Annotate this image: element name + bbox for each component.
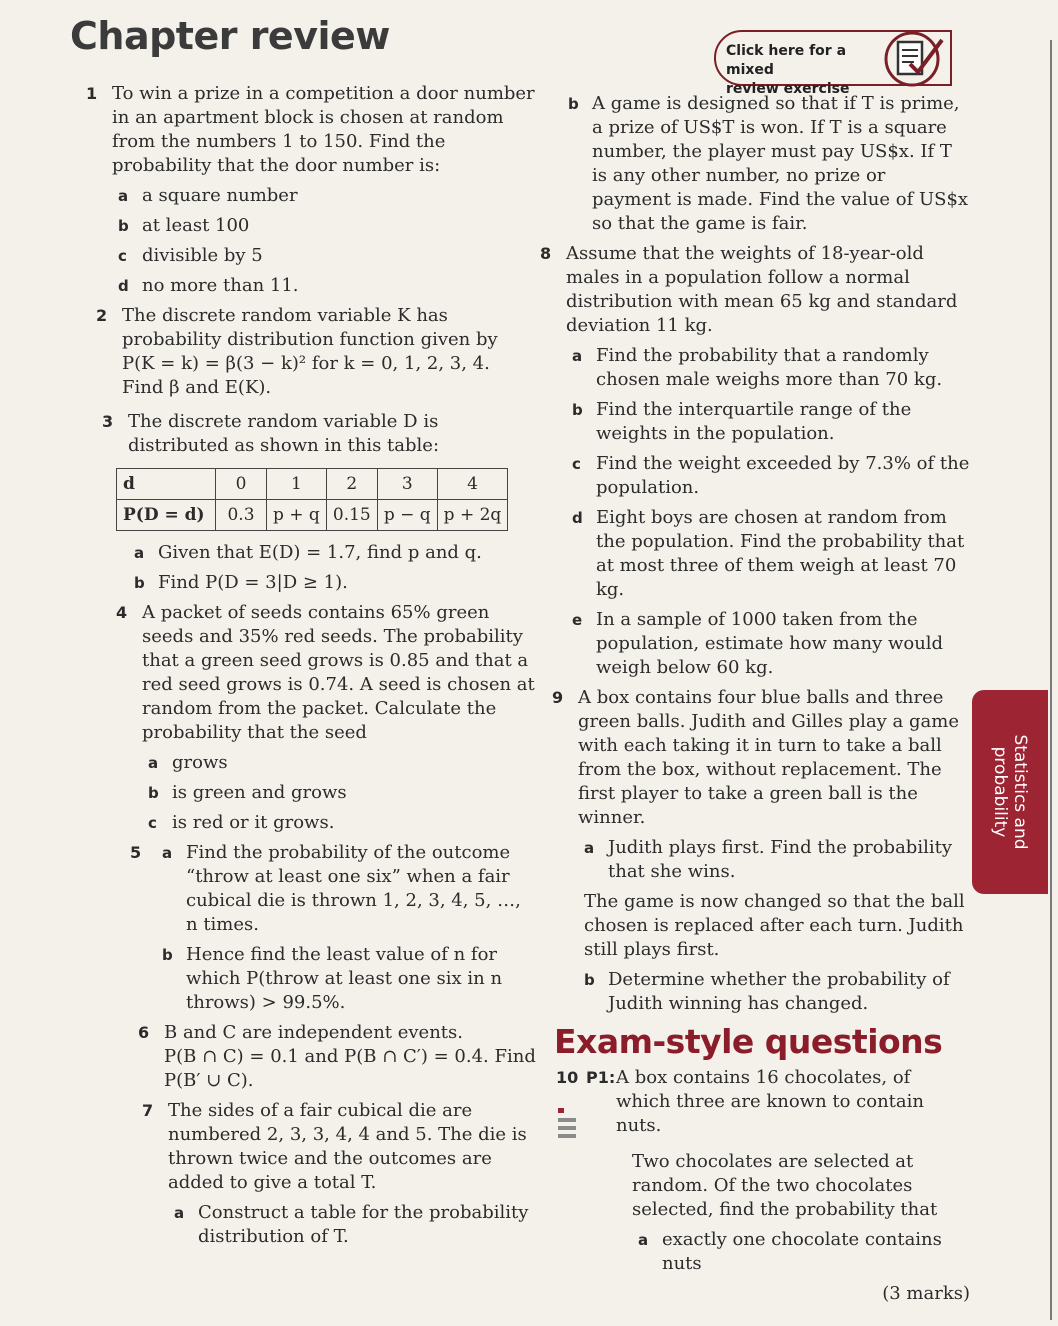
question-text: The discrete random variable K has probability distribution function given by bbox=[122, 305, 498, 350]
table-cell: p + q bbox=[267, 500, 327, 531]
page-title: Chapter review bbox=[70, 14, 390, 58]
question-text: A box contains four blue balls and three green balls. Judith and Gilles play a game with each taking it in turn to take a ball from the box, without replacement. The first player to take a green ball is the winner. bbox=[578, 687, 959, 828]
subpart-c: c is red or it grows. bbox=[148, 812, 335, 833]
table-cell: p + 2q bbox=[437, 500, 508, 531]
table-cell: 1 bbox=[267, 469, 327, 500]
subpart-text: Find the weight exceeded by 7.3% of the population. bbox=[596, 453, 970, 498]
table-row bbox=[117, 500, 508, 531]
subpart-c: c divisible by 5 bbox=[118, 245, 263, 266]
question-1 bbox=[86, 82, 536, 298]
subpart-text: Judith plays first. Find the probability that she wins. bbox=[608, 837, 952, 882]
mixed-review-exercise-button[interactable] bbox=[714, 30, 952, 97]
question-4 bbox=[116, 601, 536, 835]
table-cell: 3 bbox=[377, 469, 437, 500]
table-cell: 0.3 bbox=[216, 500, 267, 531]
question-7 bbox=[142, 1099, 536, 1249]
left-column bbox=[86, 82, 536, 1255]
question-text: Assume that the weights of 18-year-old males in a population follow a normal distribution with mean 65 kg and standard deviation 11 kg. bbox=[566, 243, 958, 336]
table-header-cell: d bbox=[117, 469, 216, 500]
subpart-e: e In a sample of 1000 taken from the population, estimate how many would weigh below 60 kg. bbox=[572, 609, 944, 678]
subpart-text: Hence find the least value of n for which P(throw at least one six in n throws) > 99.5%. bbox=[186, 944, 503, 1013]
document-check-icon bbox=[884, 28, 946, 90]
question-text: The sides of a fair cubical die are numbered 2, 3, 3, 4, 4 and 5. The die is thrown twice and the outcomes are added to give a total T. bbox=[168, 1100, 527, 1193]
question-text: The discrete random variable D is distributed as shown in this table: bbox=[128, 411, 440, 456]
subpart-a: a Find the probability of the outcome “throw at least one six” when a fair cubical die is thrown 1, 2, 3, 4, 5, …, n times. bbox=[162, 842, 521, 935]
question-text: B and C are independent events. bbox=[164, 1022, 463, 1043]
question-number: 6 bbox=[138, 1023, 150, 1042]
side-tab-label: Statistics and probability bbox=[990, 734, 1030, 850]
question-number: 3 bbox=[102, 412, 114, 431]
question-number: 5 bbox=[130, 843, 142, 862]
table-cell: 2 bbox=[326, 469, 377, 500]
question-3 bbox=[102, 410, 536, 595]
subpart-text: no more than 11. bbox=[142, 275, 299, 296]
subpart-b: b Find the interquartile range of the weights in the population. bbox=[572, 399, 912, 444]
mixed-review-label-2: review exercise bbox=[726, 81, 850, 97]
subpart-text: at least 100 bbox=[142, 215, 250, 236]
question-text: The game is now changed so that the ball chosen is replaced after each turn. Judith still plays first. bbox=[584, 891, 965, 960]
question-8 bbox=[540, 242, 970, 680]
question-number: 8 bbox=[540, 244, 552, 263]
question-7-subpart-b: b A game is designed so that if T is prime, a prize of US$T is won. If T is a square number, the player must pay US$x. If T is any other number, no prize or payment is made. Find the value of US$x so that the game is fair. bbox=[568, 93, 969, 234]
subpart-text: In a sample of 1000 taken from the population, estimate how many would weigh below 60 kg. bbox=[596, 609, 944, 678]
question-5 bbox=[130, 841, 536, 1015]
subpart-text: Eight boys are chosen at random from the population. Find the probability that at most three of them weigh at least 70 kg. bbox=[596, 507, 965, 600]
probability-table bbox=[116, 468, 508, 531]
subpart-d: d Eight boys are chosen at random from the population. Find the probability that at most three of them weigh at least 70 kg. bbox=[572, 507, 965, 600]
subpart-text: Find the probability of the outcome “throw at least one six” when a fair cubical die is thrown 1, 2, 3, 4, 5, …, n times. bbox=[186, 842, 521, 935]
table-cell: 0 bbox=[216, 469, 267, 500]
question-number: 1 bbox=[86, 84, 98, 103]
question-2 bbox=[96, 304, 536, 400]
subpart-a: a Given that E(D) = 1.7, find p and q. bbox=[134, 542, 482, 563]
question-text: To win a prize in a competition a door number in an apartment block is chosen at random from the numbers 1 to 150. Find the probability that the door number is: bbox=[112, 83, 535, 176]
right-column bbox=[540, 92, 970, 1312]
question-9 bbox=[552, 686, 970, 1016]
subpart-text: is green and grows bbox=[172, 782, 347, 803]
question-text: Find β and E(K). bbox=[122, 377, 272, 398]
subpart-a: a exactly one chocolate contains nuts bbox=[638, 1229, 942, 1274]
question-number: 7 bbox=[142, 1101, 154, 1120]
question-text: P(B ∩ C) = 0.1 and P(B ∩ C′) = 0.4. Find P(B′ ∪ C). bbox=[164, 1046, 536, 1091]
subpart-b: b is green and grows bbox=[148, 782, 347, 803]
subpart-c: c Find the weight exceeded by 7.3% of the population. bbox=[572, 453, 970, 498]
table-cell: 0.15 bbox=[326, 500, 377, 531]
subpart-b: b Find P(D = 3|D ≥ 1). bbox=[134, 572, 348, 593]
question-text: Two chocolates are selected at random. Of the two chocolates selected, find the probability that bbox=[632, 1151, 938, 1220]
subpart-text: is red or it grows. bbox=[172, 812, 335, 833]
subpart-b: b at least 100 bbox=[118, 215, 250, 236]
question-number: 10 bbox=[556, 1068, 579, 1087]
subpart-text: a square number bbox=[142, 185, 298, 206]
exam-style-heading: Exam-style questions bbox=[554, 1022, 943, 1061]
page-edge-line bbox=[1050, 40, 1052, 1320]
section-side-tab[interactable] bbox=[972, 690, 1048, 894]
difficulty-marker-icon bbox=[556, 1106, 580, 1142]
subpart-a: a Judith plays first. Find the probability that she wins. bbox=[584, 837, 952, 882]
question-text: A packet of seeds contains 65% green seeds and 35% red seeds. The probability that a green seed grows is 0.85 and that a red seed grows is 0.74. A seed is chosen at random from the packet. Calculate the probability that the seed bbox=[142, 602, 535, 743]
question-10 bbox=[556, 1066, 970, 1306]
question-number: 2 bbox=[96, 306, 108, 325]
mixed-review-label-1: Click here for a mixed bbox=[726, 43, 847, 78]
question-formula: P(K = k) = β(3 − k)² for k = 0, 1, 2, 3, 4. bbox=[122, 353, 490, 374]
subpart-text: Find the probability that a randomly chosen male weighs more than 70 kg. bbox=[596, 345, 943, 390]
subpart-text: Find the interquartile range of the weights in the population. bbox=[596, 399, 912, 444]
subpart-d: d no more than 11. bbox=[118, 275, 299, 296]
subpart-text: Given that E(D) = 1.7, find p and q. bbox=[158, 542, 482, 563]
table-row bbox=[117, 469, 508, 500]
subpart-a: a a square number bbox=[118, 185, 298, 206]
question-text: A box contains 16 chocolates, of which three are known to contain nuts. bbox=[616, 1067, 924, 1136]
subpart-text: exactly one chocolate contains nuts bbox=[662, 1229, 942, 1274]
paper-label: P1: bbox=[586, 1068, 616, 1087]
subpart-b: b Hence find the least value of n for which P(throw at least one six in n throws) > 99.5%. bbox=[162, 944, 503, 1013]
subpart-text: divisible by 5 bbox=[142, 245, 263, 266]
table-header-cell: P(D = d) bbox=[117, 500, 216, 531]
subpart-text: grows bbox=[172, 752, 228, 773]
table-cell: p − q bbox=[377, 500, 437, 531]
subpart-a: a grows bbox=[148, 752, 228, 773]
subpart-b: b Determine whether the probability of Judith winning has changed. bbox=[584, 969, 950, 1014]
subpart-text: A game is designed so that if T is prime, a prize of US$T is won. If T is a square number, the player must pay US$x. If T is any other number, no prize or payment is made. Find the value of US$x so that the game is fair. bbox=[592, 93, 969, 234]
subpart-a: a Find the probability that a randomly chosen male weighs more than 70 kg. bbox=[572, 345, 943, 390]
question-6 bbox=[138, 1021, 536, 1093]
subpart-text: Determine whether the probability of Judith winning has changed. bbox=[608, 969, 950, 1014]
subpart-a: a Construct a table for the probability distribution of T. bbox=[174, 1202, 529, 1247]
marks-label: (3 marks) bbox=[882, 1283, 970, 1304]
question-number: 9 bbox=[552, 688, 564, 707]
question-number: 4 bbox=[116, 603, 128, 622]
subpart-text: Construct a table for the probability distribution of T. bbox=[198, 1202, 529, 1247]
question-9-continuation bbox=[578, 890, 970, 962]
subpart-text: Find P(D = 3|D ≥ 1). bbox=[158, 572, 348, 593]
table-cell: 4 bbox=[437, 469, 508, 500]
